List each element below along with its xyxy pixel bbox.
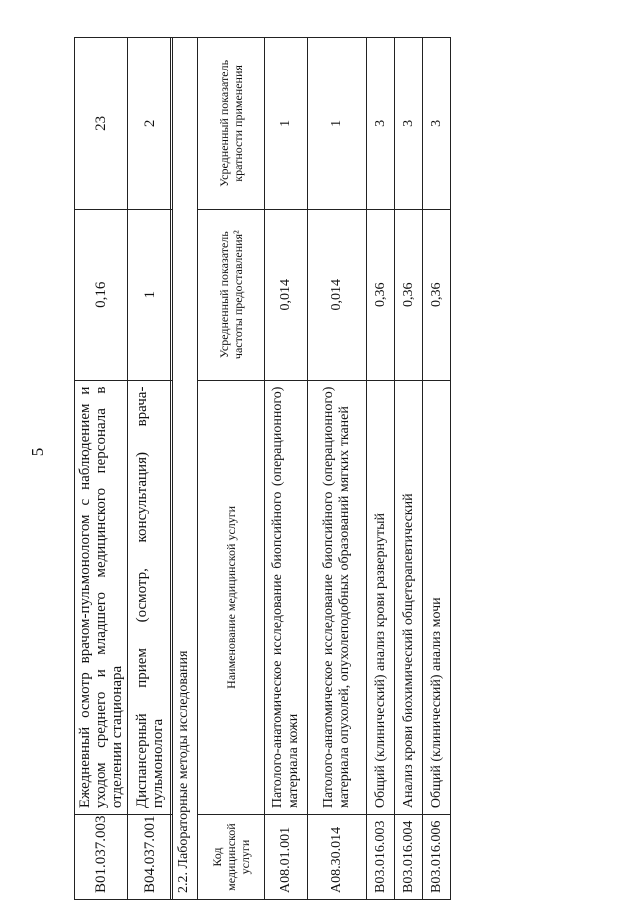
multiplicity-value: 3 [395,38,423,210]
table-row [423,38,451,900]
frequency-value: 0,36 [423,209,451,380]
page-number: 5 [28,447,47,457]
multiplicity-value: 3 [423,38,451,210]
section-title-row [171,38,198,900]
multiplicity-value: 23 [75,38,128,210]
lab-methods-table [170,37,451,900]
service-name: Ежедневный осмотр врачом-пульмонологом с наблюдением и уходом среднего и младшего медицинского персонала в отделении стационара [75,380,128,815]
header-name: Наименование медицинской услуги [198,380,265,815]
service-code: B03.016.006 [423,815,451,900]
table-row [308,38,367,900]
multiplicity-value: 2 [128,38,173,210]
frequency-value: 1 [128,209,173,380]
header-multiplicity: Усредненный показатель кратности применения [198,38,265,210]
multiplicity-value: 1 [308,38,367,210]
service-name: Общий (клинический) анализ крови развернутый [367,380,395,815]
service-code: B03.016.004 [395,815,423,900]
service-name: Патолого-анатомическое исследование биопсийного (операционного) материала кожи [265,380,308,815]
section-title: 2.2. Лабораторные методы исследования [171,38,198,900]
service-code: A08.01.001 [265,815,308,900]
frequency-value: 0,014 [265,209,308,380]
multiplicity-value: 3 [367,38,395,210]
table-row [395,38,423,900]
frequency-value: 0,36 [367,209,395,380]
table-row [128,38,173,900]
service-name: Общий (клинический) анализ мочи [423,380,451,815]
table-row [265,38,308,900]
frequency-value: 0,16 [75,209,128,380]
frequency-value: 0,014 [308,209,367,380]
service-name: Патолого-анатомическое исследование биопсийного (операционного) материала опухолей, опухолеподобных образований мягких тканей [308,380,367,815]
frequency-value: 0,36 [395,209,423,380]
multiplicity-value: 1 [265,38,308,210]
service-code: B03.016.003 [367,815,395,900]
document-sheet [74,35,459,900]
table-header-row [198,38,265,900]
services-table-continued [74,37,173,900]
service-code: B04.037.001 [128,815,173,900]
service-name: Анализ крови биохимический общетерапевтический [395,380,423,815]
service-code: A08.30.014 [308,815,367,900]
service-name: Диспансерный прием (осмотр, консультация) врача-пульмонолога [128,380,173,815]
service-code: B01.037.003 [75,815,128,900]
table-row [75,38,128,900]
header-code: Код медицинской услуги [198,815,265,900]
table-row [367,38,395,900]
header-frequency: Усредненный показатель частоты предоставления² [198,209,265,380]
